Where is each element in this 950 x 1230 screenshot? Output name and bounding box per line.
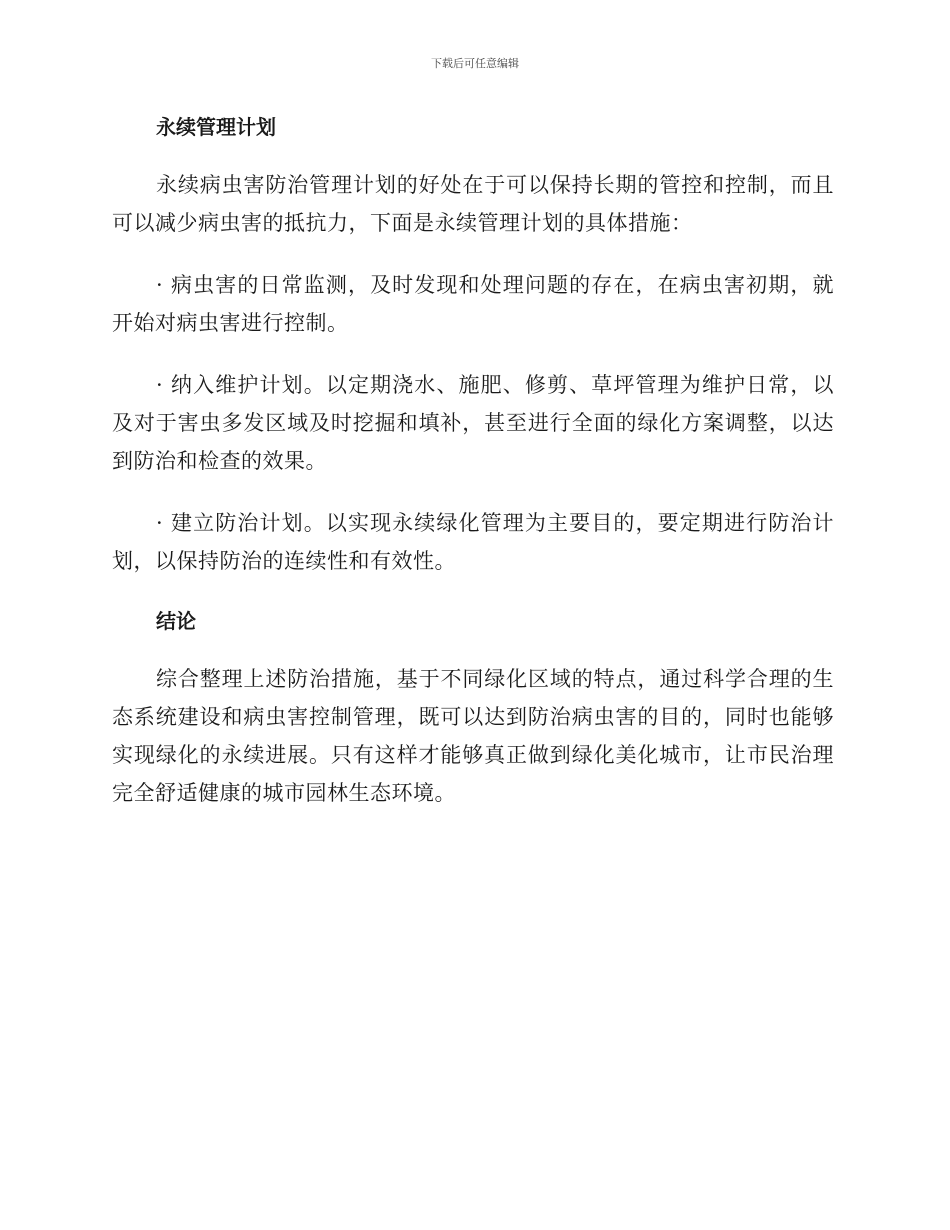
paragraph-intro: 永续病虫害防治管理计划的好处在于可以保持长期的管控和控制，而且可以减少病虫害的抵抗力，下面是永续管理计划的具体措施： [112,173,834,235]
document-body [112,110,834,836]
paragraph-conclusion: 综合整理上述防治措施，基于不同绿化区域的特点，通过科学合理的生态系统建设和病虫害控制管理，既可以达到防治病虫害的目的，同时也能够实现绿化的永续进展。只有这样才能够真正做到绿化美化城市，让市民治理完全舒适健康的城市园林生态环境。 [112,667,834,805]
page-header-note: 下载后可任意编辑 [431,57,519,70]
bullet-prevention-plan: · 建立防治计划。以实现永续绿化管理为主要目的，要定期进行防治计划，以保持防治的连续性和有效性。 [112,511,834,573]
section-heading-conclusion: 结论 [156,609,196,633]
bullet-maintenance-plan: · 纳入维护计划。以定期浇水、施肥、修剪、草坪管理为维护日常，以及对于害虫多发区域及时挖掘和填补，甚至进行全面的绿化方案调整，以达到防治和检查的效果。 [112,373,834,473]
section-heading-sustainable-plan: 永续管理计划 [156,115,276,139]
bullet-daily-monitoring: · 病虫害的日常监测，及时发现和处理问题的存在，在病虫害初期，就开始对病虫害进行控制。 [112,273,834,335]
